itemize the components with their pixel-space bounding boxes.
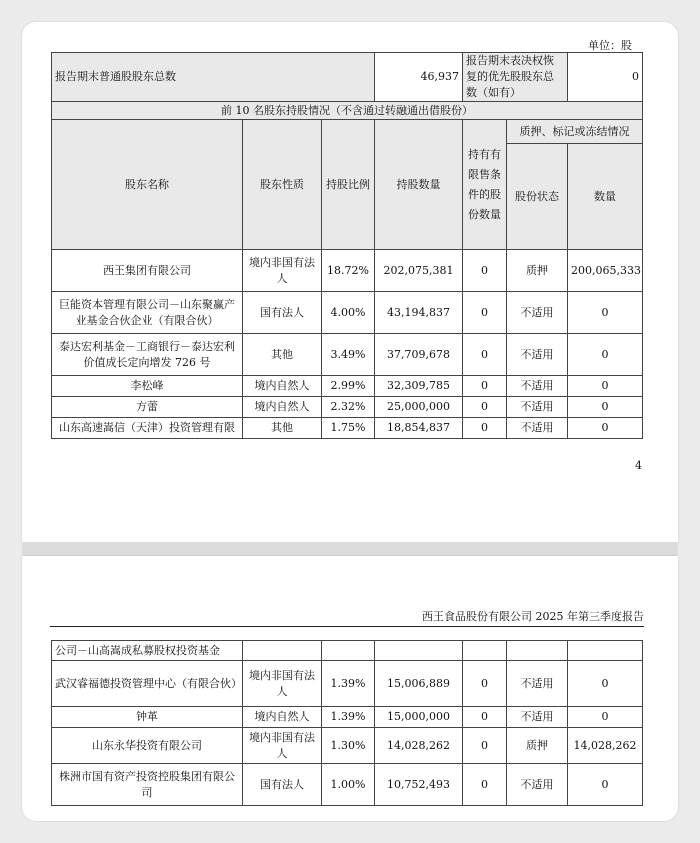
shareholder-nature: 国有法人 xyxy=(243,764,322,806)
total-common-value: 46,937 xyxy=(375,53,463,102)
shareholder-name: 山东高速嵩信（天津）投资管理有限 xyxy=(52,418,243,439)
pledge-status: 不适用 xyxy=(507,661,568,707)
continued-name-cell: 公司－山高嵩成私募股权投资基金 xyxy=(52,641,243,661)
shareholder-row xyxy=(52,397,643,418)
pledge-status: 不适用 xyxy=(507,707,568,728)
shareholder-name: 西王集团有限公司 xyxy=(52,250,243,292)
holding-quantity: 15,006,889 xyxy=(375,661,463,707)
shareholder-row xyxy=(52,250,643,292)
report-page-1 xyxy=(22,22,678,542)
restricted-shares: 0 xyxy=(463,376,507,397)
pledge-quantity: 0 xyxy=(568,764,643,806)
restricted-shares: 0 xyxy=(463,292,507,334)
shareholder-rows-page2 xyxy=(52,661,643,806)
restricted-shares: 0 xyxy=(463,707,507,728)
pledge-quantity: 0 xyxy=(568,334,643,376)
shareholder-row xyxy=(52,728,643,764)
restricted-shares: 0 xyxy=(463,418,507,439)
restricted-shares: 0 xyxy=(463,728,507,764)
col-pledge-qty-header: 数量 xyxy=(568,144,643,250)
pledge-quantity: 0 xyxy=(568,707,643,728)
pledge-status: 不适用 xyxy=(507,292,568,334)
shareholder-name: 李松峰 xyxy=(52,376,243,397)
shareholder-row xyxy=(52,292,643,334)
holding-quantity: 18,854,837 xyxy=(375,418,463,439)
holding-ratio: 1.30% xyxy=(322,728,375,764)
shareholder-row xyxy=(52,376,643,397)
empty-cell xyxy=(463,641,507,661)
shareholder-name: 泰达宏利基金－工商银行－泰达宏利价值成长定向增发 726 号 xyxy=(52,334,243,376)
restricted-shares: 0 xyxy=(463,661,507,707)
unit-label: 单位：股 xyxy=(588,39,632,52)
empty-cell xyxy=(243,641,322,661)
shareholder-nature: 境内自然人 xyxy=(243,397,322,418)
empty-cell xyxy=(322,641,375,661)
shareholder-name: 山东永华投资有限公司 xyxy=(52,728,243,764)
empty-cell xyxy=(568,641,643,661)
holding-ratio: 1.75% xyxy=(322,418,375,439)
report-page-2 xyxy=(22,556,678,821)
pledge-quantity: 0 xyxy=(568,661,643,707)
empty-cell xyxy=(375,641,463,661)
holding-ratio: 1.00% xyxy=(322,764,375,806)
pledge-quantity: 0 xyxy=(568,376,643,397)
shareholder-nature: 境内非国有法人 xyxy=(243,661,322,707)
pledge-status: 质押 xyxy=(507,250,568,292)
restricted-shares: 0 xyxy=(463,334,507,376)
total-common-label: 报告期末普通股股东总数 xyxy=(52,53,375,102)
pledge-quantity: 0 xyxy=(568,418,643,439)
page-number: 4 xyxy=(635,459,642,472)
shareholder-table xyxy=(51,52,643,439)
pledge-status: 不适用 xyxy=(507,376,568,397)
shareholder-rows-page1 xyxy=(52,250,643,439)
holding-ratio: 4.00% xyxy=(322,292,375,334)
pledge-status: 不适用 xyxy=(507,418,568,439)
pledge-status: 质押 xyxy=(507,728,568,764)
page-gap xyxy=(22,542,678,556)
pledge-status: 不适用 xyxy=(507,397,568,418)
col-nature-header: 股东性质 xyxy=(243,120,322,250)
col-ratio-header: 持股比例 xyxy=(322,120,375,250)
holding-ratio: 2.32% xyxy=(322,397,375,418)
col-pledge-group-header: 质押、标记或冻结情况 xyxy=(507,120,643,144)
col-restricted-header: 持有有限售条件的股份数量 xyxy=(463,120,507,250)
shareholder-nature: 其他 xyxy=(243,418,322,439)
holding-quantity: 25,000,000 xyxy=(375,397,463,418)
shareholder-name: 钟革 xyxy=(52,707,243,728)
holding-quantity: 32,309,785 xyxy=(375,376,463,397)
shareholder-nature: 其他 xyxy=(243,334,322,376)
shareholder-name: 武汉睿福德投资管理中心（有限合伙） xyxy=(52,661,243,707)
holding-quantity: 14,028,262 xyxy=(375,728,463,764)
holding-ratio: 1.39% xyxy=(322,661,375,707)
shareholder-nature: 境内自然人 xyxy=(243,376,322,397)
empty-cell xyxy=(507,641,568,661)
shareholder-nature: 国有法人 xyxy=(243,292,322,334)
col-quantity-header: 持股数量 xyxy=(375,120,463,250)
shareholder-name: 株洲市国有资产投资控股集团有限公司 xyxy=(52,764,243,806)
total-pref-label: 报告期末表决权恢复的优先股股东总数（如有） xyxy=(463,53,568,102)
report-header-title: 西王食品股份有限公司 2025 年第三季度报告 xyxy=(422,610,644,623)
shareholder-name: 巨能资本管理有限公司－山东聚赢产业基金合伙企业（有限合伙） xyxy=(52,292,243,334)
shareholder-table-continued xyxy=(51,640,643,806)
shareholder-nature: 境内自然人 xyxy=(243,707,322,728)
holding-ratio: 18.72% xyxy=(322,250,375,292)
holding-quantity: 202,075,381 xyxy=(375,250,463,292)
restricted-shares: 0 xyxy=(463,764,507,806)
col-name-header: 股东名称 xyxy=(52,120,243,250)
shareholder-nature: 境内非国有法人 xyxy=(243,728,322,764)
shareholder-name: 方蕾 xyxy=(52,397,243,418)
shareholder-row xyxy=(52,334,643,376)
holding-ratio: 2.99% xyxy=(322,376,375,397)
holding-quantity: 43,194,837 xyxy=(375,292,463,334)
total-pref-value: 0 xyxy=(568,53,643,102)
holding-quantity: 10,752,493 xyxy=(375,764,463,806)
pledge-status: 不适用 xyxy=(507,764,568,806)
header-rule xyxy=(50,626,644,627)
shareholder-nature: 境内非国有法人 xyxy=(243,250,322,292)
restricted-shares: 0 xyxy=(463,397,507,418)
col-pledge-status-header: 股份状态 xyxy=(507,144,568,250)
pledge-quantity: 14,028,262 xyxy=(568,728,643,764)
shareholder-row xyxy=(52,764,643,806)
shareholder-row xyxy=(52,418,643,439)
shareholder-row xyxy=(52,661,643,707)
restricted-shares: 0 xyxy=(463,250,507,292)
pledge-quantity: 0 xyxy=(568,397,643,418)
holding-quantity: 37,709,678 xyxy=(375,334,463,376)
pledge-quantity: 200,065,333 xyxy=(568,250,643,292)
holding-ratio: 3.49% xyxy=(322,334,375,376)
pledge-status: 不适用 xyxy=(507,334,568,376)
holding-ratio: 1.39% xyxy=(322,707,375,728)
section-title: 前 10 名股东持股情况（不含通过转融通出借股份） xyxy=(52,102,643,120)
shareholder-row xyxy=(52,707,643,728)
pledge-quantity: 0 xyxy=(568,292,643,334)
holding-quantity: 15,000,000 xyxy=(375,707,463,728)
